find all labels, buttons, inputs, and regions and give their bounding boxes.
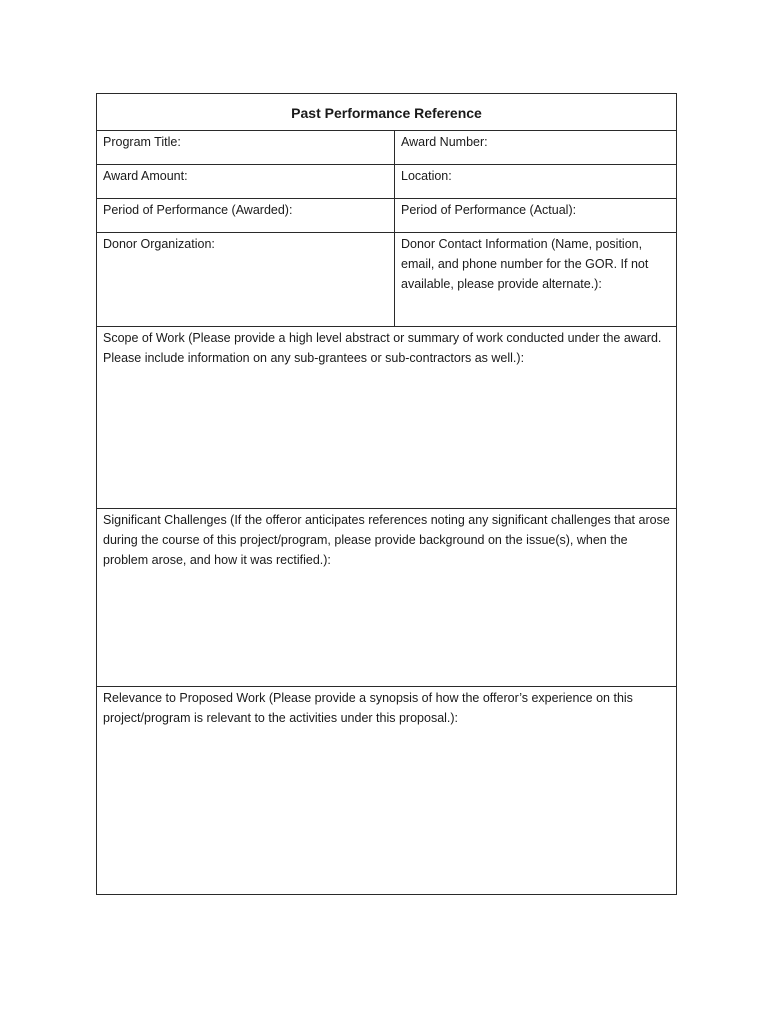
donor-organization-field[interactable]: Donor Organization:: [97, 233, 395, 327]
program-title-field[interactable]: Program Title:: [97, 131, 395, 165]
period-awarded-field[interactable]: Period of Performance (Awarded):: [97, 199, 395, 233]
past-performance-form: [96, 93, 677, 895]
award-number-field[interactable]: Award Number:: [395, 131, 677, 165]
donor-contact-field[interactable]: Donor Contact Information (Name, position, email, and phone number for the GOR. If not available, please provide alternate.):: [395, 233, 677, 327]
location-field[interactable]: Location:: [395, 165, 677, 199]
form-title: Past Performance Reference: [97, 94, 677, 131]
scope-of-work-field[interactable]: Scope of Work (Please provide a high level abstract or summary of work conducted under the award. Please include information on any sub-grantees or sub-contractors as well.):: [97, 327, 677, 509]
period-actual-field[interactable]: Period of Performance (Actual):: [395, 199, 677, 233]
award-amount-field[interactable]: Award Amount:: [97, 165, 395, 199]
significant-challenges-field[interactable]: Significant Challenges (If the offeror anticipates references noting any significant challenges that arose during the course of this project/program, please provide background on the issue(s), when the problem arose, and how it was rectified.):: [97, 509, 677, 687]
relevance-field[interactable]: Relevance to Proposed Work (Please provide a synopsis of how the offeror’s experience on this project/program is relevant to the activities under this proposal.):: [97, 687, 677, 895]
